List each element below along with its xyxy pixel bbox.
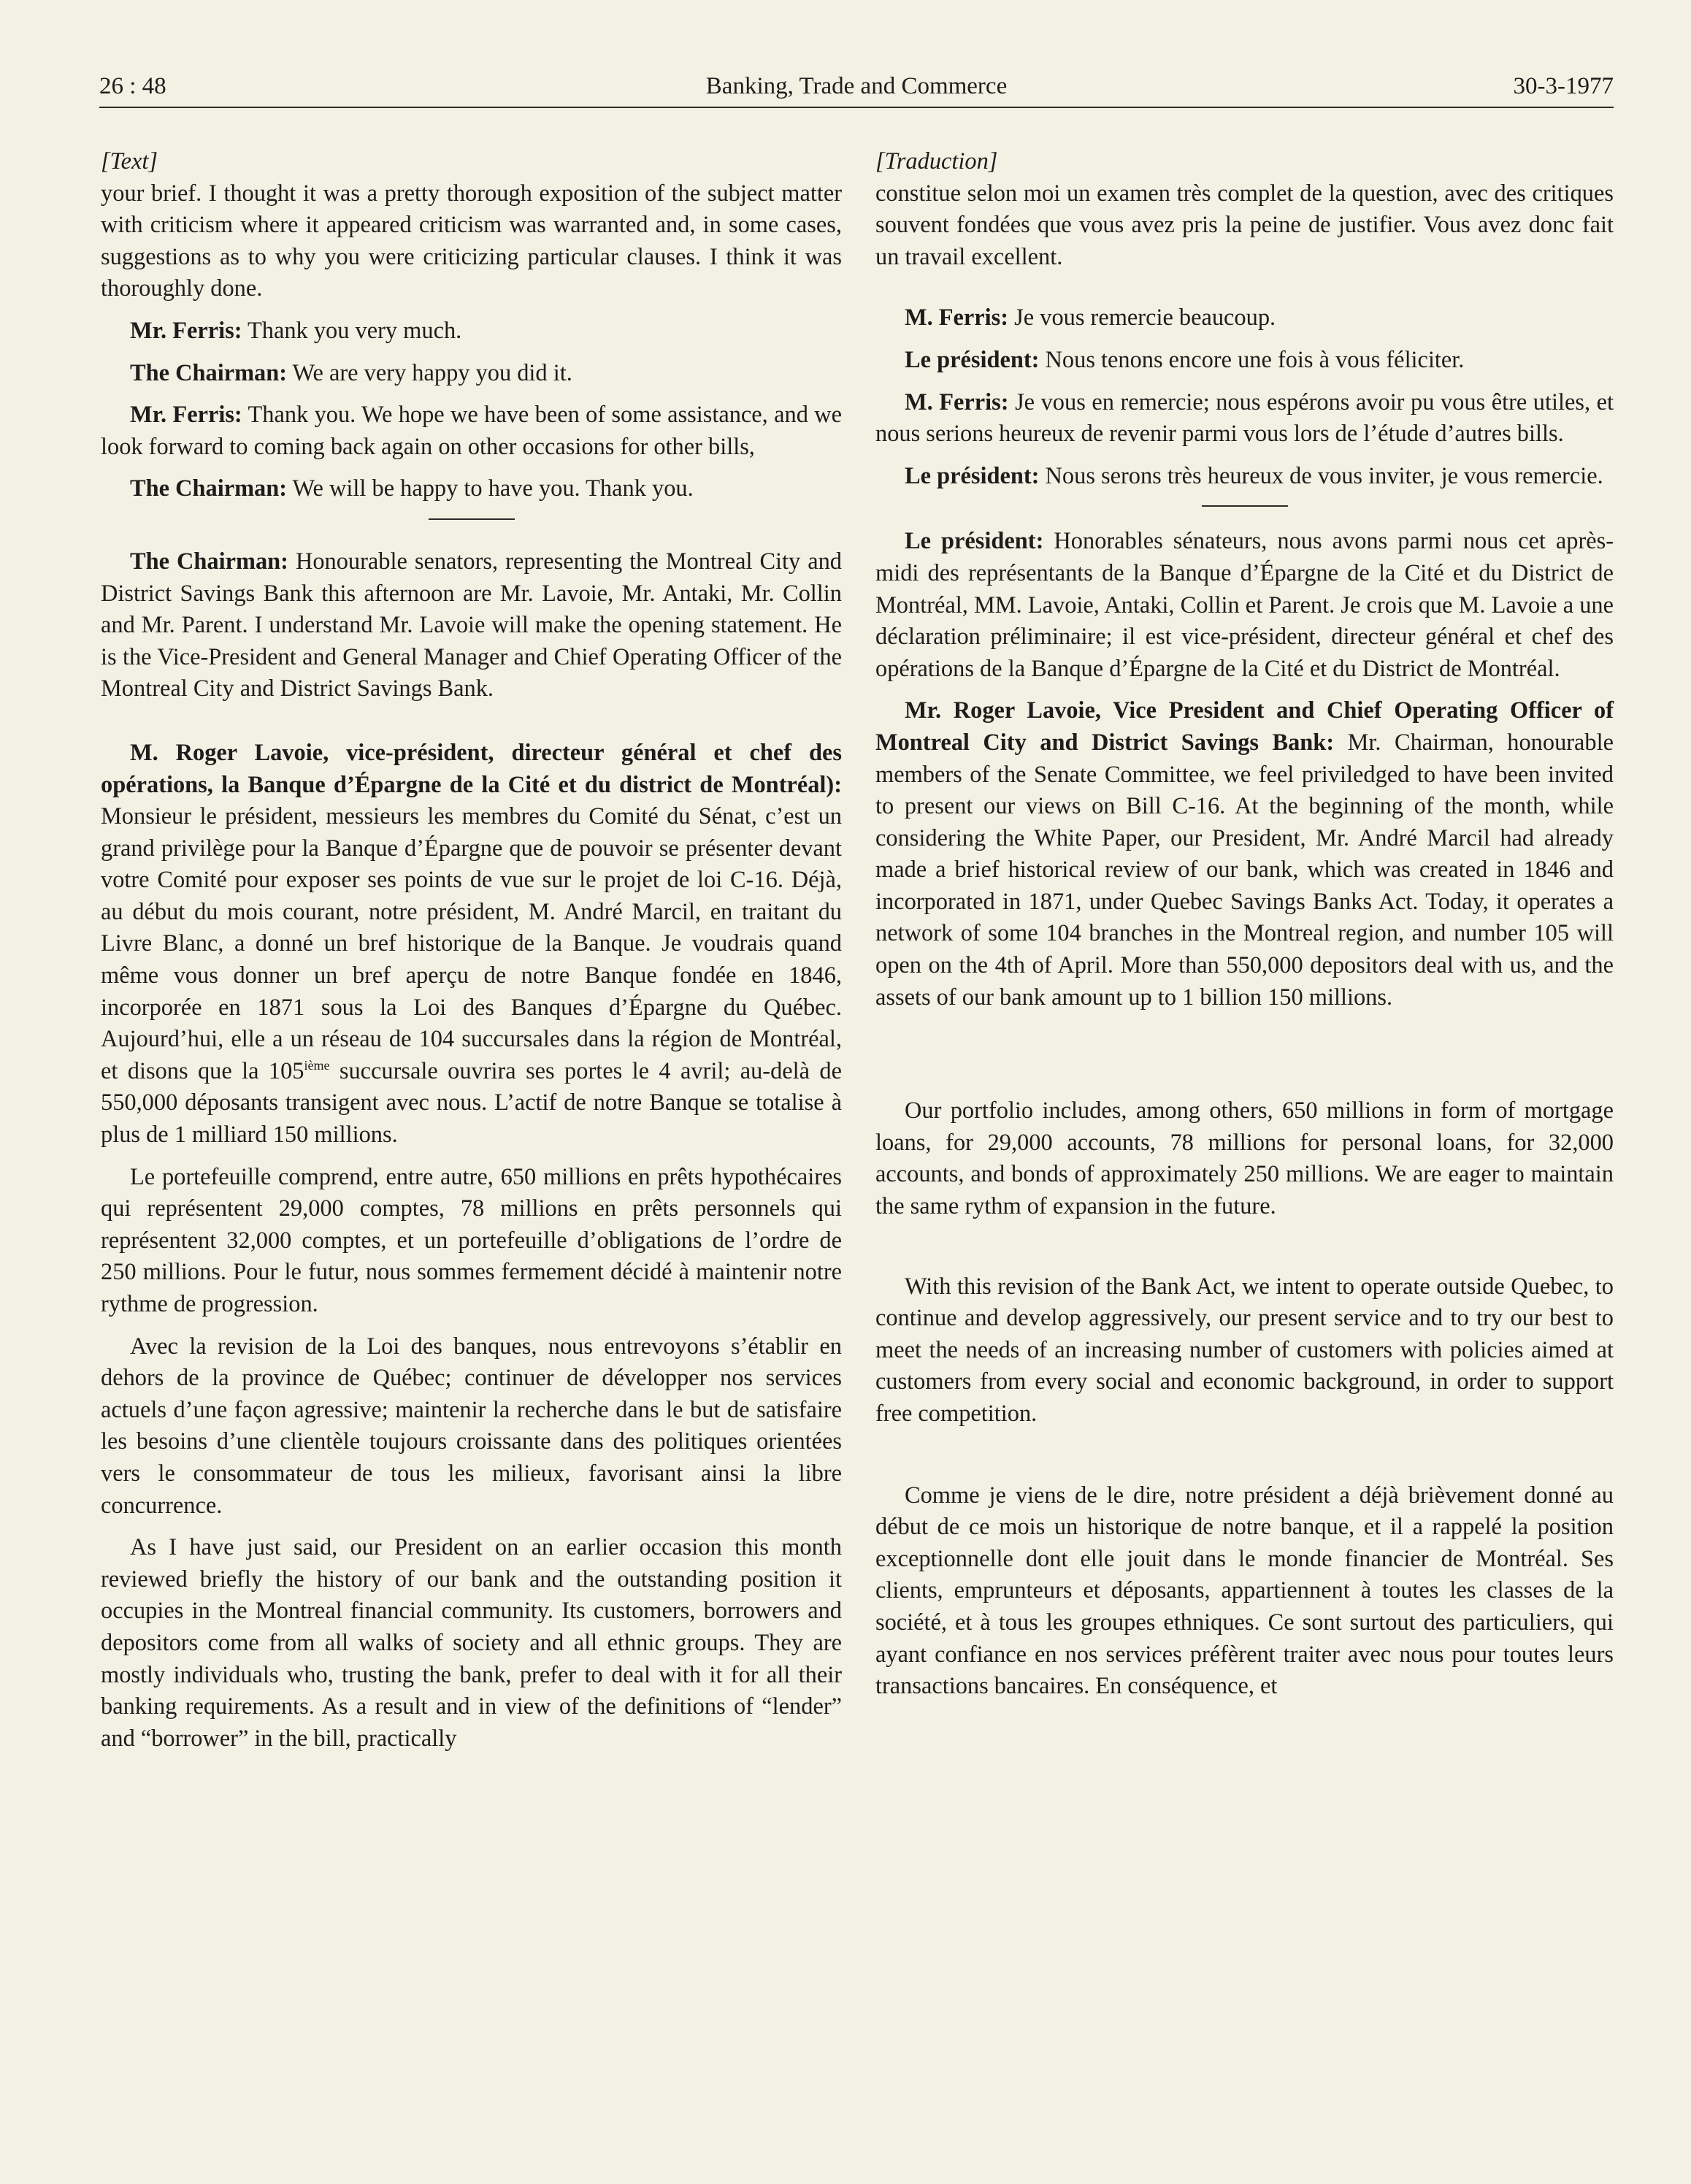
page-number: 26 : 48: [99, 73, 166, 99]
speaker: The Chairman:: [130, 359, 288, 386]
paragraph: your brief. I thought it was a pretty thorough exposition of the subject matter with criticism where it appeared criticism was warranted and, in some cases, suggestions as to why you were criticizing particular clauses. I think it was thoroughly done.: [101, 180, 842, 302]
speech-text: Nous tenons encore une fois à vous féliciter.: [1039, 346, 1465, 373]
speech-text: We will be happy to have you. Thank you.: [287, 475, 694, 502]
speaker: M. Ferris:: [905, 304, 1009, 332]
speech-text: We are very happy you did it.: [287, 359, 572, 386]
speech-text: Je vous en remercie; nous espérons avoir pu vous être utiles, et nous serions heureux de revenir parmi vous lors de l’étude d’autres bills.: [875, 388, 1614, 448]
speech-paragraph: [875, 526, 1614, 685]
speaker: Le président:: [905, 528, 1044, 555]
publication-title: Banking, Trade and Commerce: [705, 73, 1008, 99]
paragraph: Avec la revision de la Loi des banques, nous entrevoyons s’établir en dehors de la province de Québec; continuer de développer nos services actuels d’une façon agressive; maintenir la recherche dans le but de satisfaire les besoins d’une clientèle toujours croissante dans des politiques orientées vers le consommateur de tous les milieux, favorisant ainsi la libre concurrence.: [101, 1333, 842, 1519]
paragraph: With this revision of the Bank Act, we intent to operate outside Quebec, to continue and develop aggressively, our present service and to try our best to meet the needs of an increasing number of customers with policies aimed at customers from every social and economic background, in order to support free competition.: [875, 1273, 1614, 1427]
speech-text: Honorables sénateurs, nous avons parmi nous cet après-midi des représentants de la Banque d’Épargne de la Cité et du District de Montréal, MM. Lavoie, Antaki, Collin et Parent. Je crois que M. Lavoie a une déclaration préliminaire; il est vice-président, directeur général et chef des opérations de la Banque d’Épargne de la Cité et du District de Montréal.: [875, 528, 1614, 682]
paragraph: As I have just said, our President on an earlier occasion this month reviewed briefly the history of our bank and the outstanding position it occupies in the Montreal financial community. Its customers, borrowers and depositors come from all walks of society and all ethnic groups. They are mostly individuals who, trusting the bank, prefer to deal with it for all their banking requirements. As a result and in view of the definitions of “lender” and “borrower” in the bill, practically: [101, 1534, 842, 1752]
superscript: ième: [304, 1058, 330, 1073]
speech-text: Nous serons très heureux de vous inviter, je vous remercie.: [1039, 462, 1603, 489]
speaker: Mr. Ferris:: [130, 402, 242, 429]
speech-paragraph: [875, 461, 1614, 493]
running-header: [99, 70, 1614, 108]
english-column: [101, 146, 842, 1755]
speech-text: succursale ouvrira ses portes le 4 avril; au-delà de 550,000 déposants transigent avec nous. L’actif de notre Banque se totalise à plus de 1 milliard 150 millions.: [101, 1057, 842, 1149]
speaker: Mr. Ferris:: [130, 317, 242, 344]
speaker: M. Ferris:: [905, 388, 1009, 415]
speech-text: Je vous remercie beaucoup.: [1008, 304, 1276, 332]
french-column: [875, 146, 1614, 1703]
speaker: The Chairman:: [130, 548, 288, 575]
paragraph: Our portfolio includes, among others, 650 millions in form of mortgage loans, for 29,000 accounts, 78 millions for personal loans, for 32,000 accounts, and bonds of approximately 250 millions. We are eager to maintain the same rythm of expansion in the future.: [875, 1097, 1614, 1220]
speech-paragraph: [875, 345, 1614, 377]
speech-text: Thank you very much.: [242, 317, 462, 344]
speech-paragraph: [101, 358, 842, 390]
speech-paragraph: [101, 473, 842, 505]
issue-date: 30-3-1977: [1513, 73, 1614, 99]
paragraph: constitue selon moi un examen très complet de la question, avec des critiques souvent fondées que vous avez pris la peine de justifier. Vous avez donc fait un travail excellent.: [875, 180, 1614, 270]
speech-paragraph: [875, 387, 1614, 451]
section-divider: [1202, 505, 1288, 507]
speech-text: Honourable senators, representing the Montreal City and District Savings Bank this afternoon are Mr. Lavoie, Mr. Antaki, Mr. Collin and Mr. Parent. I understand Mr. Lavoie will make the opening statement. He is the Vice-President and General Manager and Chief Operating Officer of the Montreal City and District Savings Bank.: [101, 548, 843, 702]
column-label: [Text]: [101, 148, 158, 175]
section-divider: [429, 518, 515, 520]
speaker: Le président:: [905, 462, 1040, 489]
speaker: M. Roger Lavoie, vice-président, directeur général et chef des opérations, la Banque d’Épargne de la Cité et du district de Montréal):: [101, 739, 842, 798]
speaker: Mr. Roger Lavoie, Vice President and Chief Operating Officer of Montreal City and District Savings Bank:: [875, 697, 1614, 756]
speech-paragraph: [101, 737, 842, 1152]
speech-paragraph: [875, 302, 1614, 334]
paragraph: Comme je viens de le dire, notre président a déjà brièvement donné au début de ce mois un historique de notre banque, et il a rappelé la position exceptionnelle dont elle jouit dans le monde financier de Montréal. Ses clients, emprunteurs et déposants, appartiennent à toutes les classes de la société, et à tous les groupes ethniques. Ce sont surtout des particuliers, qui ayant confiance en nos services préfèrent traiter avec nous pour toutes leurs transactions bancaires. En conséquence, et: [875, 1482, 1614, 1700]
speech-text: Mr. Chairman, honourable members of the Senate Committee, we feel priviledged to have been invited to present our views on Bill C-16. At the beginning of the month, while considering the White Paper, our President, Mr. André Marcil had already made a brief historical review of our bank, which was created in 1846 and incorporated in 1871, under Quebec Savings Banks Act. Today, it operates a network of some 104 branches in the Montreal region, and number 105 will open on the 4th of April. More than 550,000 depositors deal with us, and the assets of our bank amount up to 1 billion 150 millions.: [875, 729, 1614, 1011]
speech-paragraph: [875, 695, 1614, 1014]
speaker: Le président:: [905, 346, 1040, 373]
speech-text: Thank you. We hope we have been of some assistance, and we look forward to coming back again on other occasions for other bills,: [101, 402, 842, 460]
speech-text: Monsieur le président, messieurs les membres du Comité du Sénat, c’est un grand privilège pour la Banque d’Épargne que de pouvoir se présenter devant votre Comité pour exposer ses points de vue sur le projet de loi C-16. Déjà, au début du mois courant, notre président, M. André Marcil, en traitant du Livre Blanc, a donné un bref historique de la Banque. Je voudrais quand même vous donner un bref aperçu de notre Banque fondée en 1846, incorporée en 1871 sous la Loi des Banques d’Épargne du Québec. Aujourd’hui, elle a un réseau de 104 succursales dans la région de Montréal, et disons que la 105: [101, 803, 842, 1084]
speaker: The Chairman:: [130, 475, 288, 502]
column-label: [Traduction]: [875, 148, 998, 175]
speech-paragraph: [101, 546, 842, 705]
speech-paragraph: [101, 399, 842, 463]
paragraph: Le portefeuille comprend, entre autre, 650 millions en prêts hypothécaires qui représentent 29,000 comptes, 78 millions en prêts personnels qui représentent 32,000 comptes, et un portefeuille d’obligations de l’ordre de 250 millions. Pour le futur, nous sommes fermement décidé à maintenir notre rythme de progression.: [101, 1163, 842, 1317]
speech-paragraph: [101, 315, 842, 348]
